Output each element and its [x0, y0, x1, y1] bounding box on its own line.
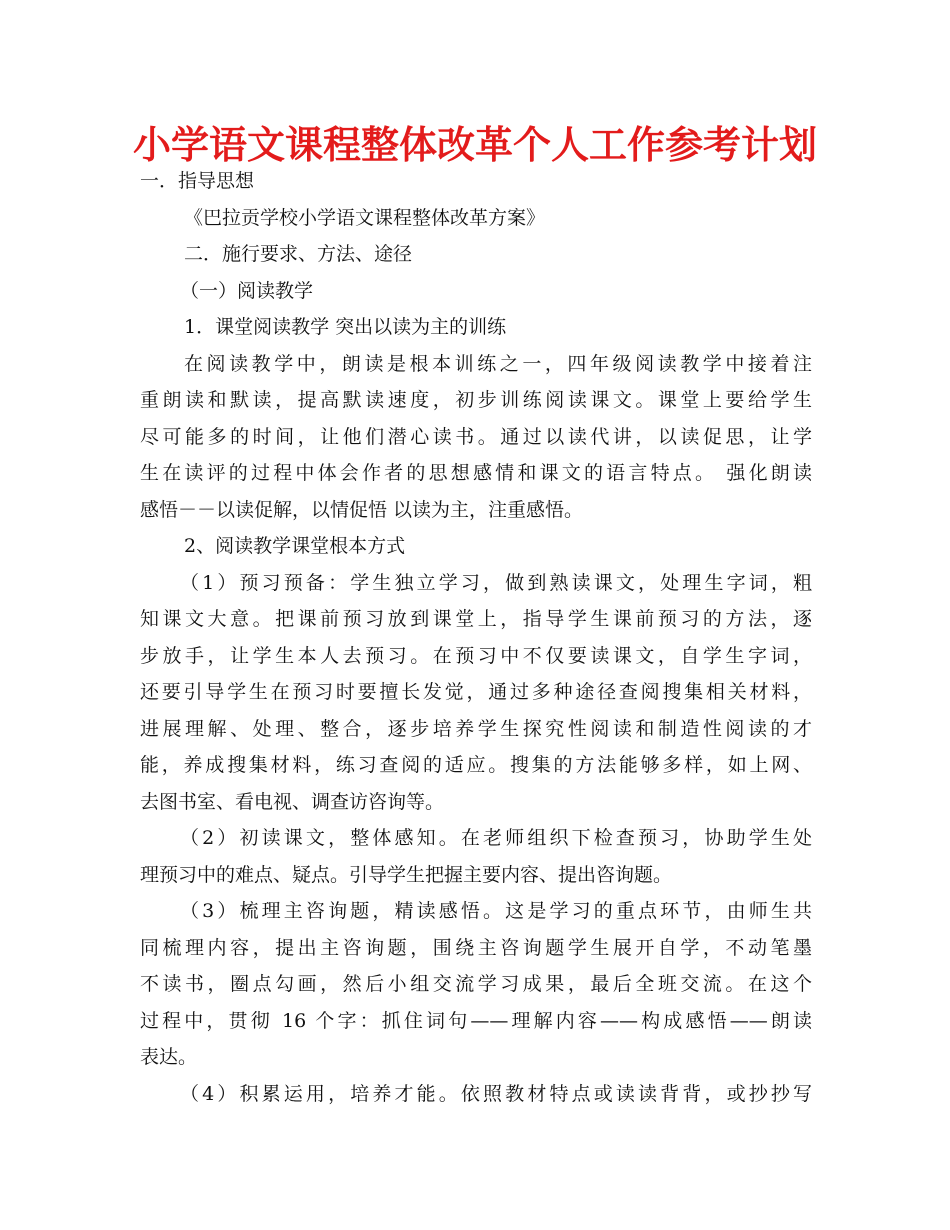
body-line: 二．施行要求、方法、途径: [184, 243, 413, 265]
body-line: 生在读评的过程中体会作者的思想感情和课文的语言特点。 强化朗读: [140, 462, 812, 484]
body-line: 理预习中的难点、疑点。引导学生把握主要内容、提出咨询题。: [140, 863, 673, 886]
body-line: 进展理解、处理、整合，逐步培养学生探究性阅读和制造性阅读的才: [140, 717, 812, 740]
body-line: 1．课堂阅读教学 突出以读为主的训练: [184, 316, 507, 338]
body-line: 尽可能多的时间，让他们潜心读书。通过以读代讲，以读促思，让学: [140, 425, 812, 448]
body-line: 2、阅读教学课堂根本方式: [184, 535, 406, 557]
body-line: （2）初读课文，整体感知。在老师组织下检查预习，协助学生处: [180, 827, 812, 849]
body-line: 不读书，圈点勾画，然后小组交流学习成果，最后全班交流。在这个: [140, 973, 812, 995]
body-line: （3）梳理主咨询题，精读感悟。这是学习的重点环节，由师生共: [180, 900, 812, 922]
body-line: （1）预习预备：学生独立学习，做到熟读课文，处理生字词，粗: [180, 571, 812, 594]
body-line: 同梳理内容，提出主咨询题，围绕主咨询题学生展开自学，不动笔墨: [140, 936, 812, 959]
body-line: （一）阅读教学: [180, 279, 314, 302]
body-line: 能，养成搜集材料，练习查阅的适应。搜集的方法能够多样，如上网、: [140, 754, 812, 776]
body-line: 在阅读教学中，朗读是根本训练之一，四年级阅读教学中接着注: [184, 352, 812, 375]
body-line: 重朗读和默读，提高默读速度，初步训练阅读课文。课堂上要给学生: [140, 389, 812, 411]
body-line: 知课文大意。把课前预习放到课堂上，指导学生课前预习的方法，逐: [140, 608, 812, 630]
document-body: [140, 163, 812, 1112]
body-line: 感悟－－以读促解，以情促悟 以读为主，注重感悟。: [140, 498, 584, 521]
body-line: 一．指导思想: [140, 170, 255, 192]
body-line: 过程中，贯彻 16 个字：抓住词句——理解内容——构成感悟——朗读: [140, 1009, 812, 1032]
body-line: 步放手，让学生本人去预习。在预习中不仅要读课文，自学生字词，: [140, 644, 812, 667]
document-title: 小学语文课程整体改革个人工作参考计划: [132, 123, 817, 167]
body-line: 还要引导学生在预习时要擅长发觉，通过多种途径查阅搜集相关材料，: [140, 681, 812, 703]
body-line: 表达。: [140, 1046, 198, 1068]
body-line: （4）积累运用，培养才能。依照教材特点或读读背背，或抄抄写: [180, 1082, 812, 1105]
body-line: 去图书室、看电视、调查访咨询等。: [140, 790, 445, 813]
body-line: 《巴拉贡学校小学语文课程整体改革方案》: [184, 206, 546, 229]
